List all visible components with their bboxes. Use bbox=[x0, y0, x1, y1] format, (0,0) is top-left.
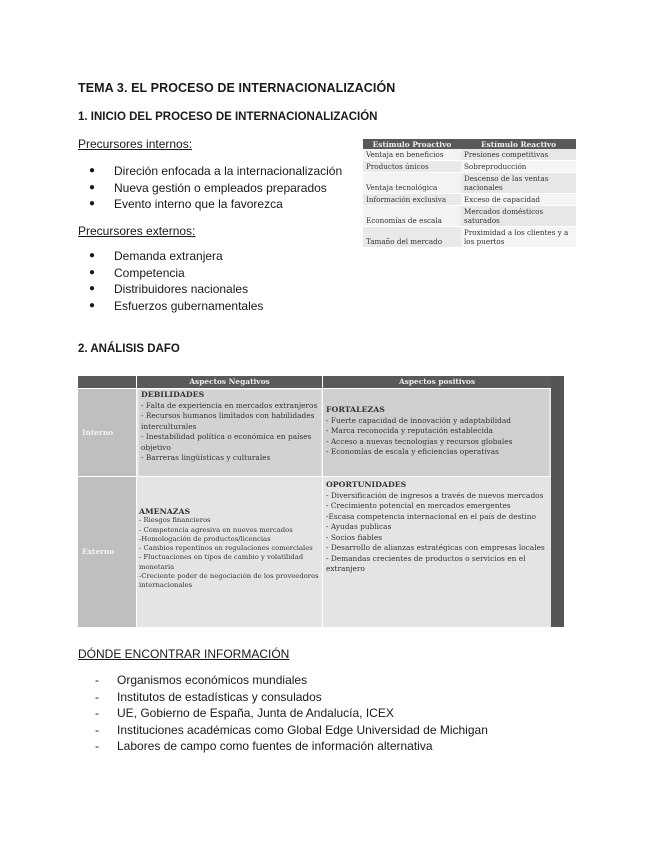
bullet-icon: ● bbox=[89, 250, 96, 261]
dash-marker: - bbox=[95, 739, 99, 753]
list-item: - Labores de campo como fuentes de información alternativa bbox=[95, 739, 433, 753]
list-item: - Barreras lingüísticas y culturales bbox=[141, 453, 271, 462]
list-item: - Fluctuaciones en tipos de cambio y volatilidad monetaria bbox=[139, 553, 304, 571]
dafo-table bbox=[78, 376, 564, 627]
list-item: - Organismos económicos mundiales bbox=[95, 673, 308, 687]
list-item: - Diversificación de ingresos a través de nuevos mercados bbox=[326, 490, 544, 500]
table-row bbox=[363, 161, 576, 173]
list-item: - Recursos humanos limitados con habilidades interculturales bbox=[141, 411, 315, 431]
table-cell: Tamaño del mercado bbox=[363, 227, 461, 248]
list-item: - Crecimiento potencial en mercados emergentes bbox=[326, 501, 511, 510]
dash-marker: - bbox=[95, 689, 99, 704]
table-row bbox=[363, 194, 576, 206]
table-row bbox=[363, 227, 576, 248]
debilidades-title: DEBILIDADES bbox=[141, 390, 205, 399]
bullet-icon: ● bbox=[89, 266, 96, 278]
table-cell: Información exclusiva bbox=[363, 194, 461, 206]
row-label-internal: Interno bbox=[78, 389, 136, 476]
list-item: - Inestabilidad política o económica en países objetivo bbox=[141, 432, 312, 452]
bullet-icon: ● bbox=[89, 165, 96, 176]
fortalezas-title: FORTALEZAS bbox=[326, 405, 385, 414]
table-cell: Ventaja en beneficios bbox=[363, 149, 461, 161]
list-item: - Cambios repentinos en regulaciones comerciales bbox=[139, 544, 313, 553]
external-precursors-heading: Precursores externos: bbox=[78, 224, 196, 238]
col-header-negative: Aspectos Negativos bbox=[137, 376, 322, 388]
list-item: - Demandas crecientes de productos o servicios en el extranjero bbox=[326, 553, 526, 573]
internal-precursors-heading: Precursores internos: bbox=[78, 137, 193, 151]
internal-precursors-list bbox=[78, 163, 342, 213]
table-cell: Proximidad a los clientes y a los puertos bbox=[461, 227, 576, 248]
external-precursors-list bbox=[78, 248, 263, 314]
dash-marker: - bbox=[95, 706, 99, 720]
list-item: - Instituciones académicas como Global Edge Universidad de Michigan bbox=[95, 722, 488, 737]
info-list bbox=[78, 672, 488, 755]
section1-heading: 1. INICIO DEL PROCESO DE INTERNACIONALIZACIÓN bbox=[78, 111, 378, 123]
list-item: ● Evento interno que la favorezca bbox=[89, 197, 283, 211]
list-item: - Ayudas publicas bbox=[326, 522, 392, 531]
list-item: ● Competencia bbox=[89, 265, 185, 280]
list-item: - Falta de experiencia en mercados extranjeros bbox=[141, 400, 318, 410]
table-cell: Ventaja tecnológica bbox=[363, 173, 461, 194]
amenazas-cell bbox=[139, 507, 321, 591]
bullet-icon: ● bbox=[89, 283, 96, 294]
list-item: - Riesgos financieros bbox=[139, 516, 211, 525]
list-item: ● Esfuerzos gubernamentales bbox=[89, 298, 264, 313]
table-cell: Exceso de capacidad bbox=[461, 194, 576, 206]
list-item: ● Demanda extranjera bbox=[89, 249, 223, 263]
col-header-positive: Aspectos positivos bbox=[323, 376, 551, 388]
list-item: - Marca reconocida y reputación establecida bbox=[326, 426, 493, 435]
fortalezas-cell bbox=[323, 389, 549, 477]
list-item: -Creciente poder de negociación de los proveedores internacionales bbox=[139, 572, 319, 590]
table-cell: Descenso de las ventas nacionales bbox=[461, 173, 576, 194]
list-item: - Institutos de estadísticas y consulados bbox=[95, 689, 322, 704]
list-item: - Desarrollo de alianzas estratégicas con empresas locales bbox=[326, 543, 545, 552]
table-header: Estímulo Reactivo bbox=[461, 139, 576, 149]
list-item: - Acceso a nuevas tecnologías y recursos globales bbox=[326, 436, 513, 446]
bullet-icon: ● bbox=[89, 181, 96, 193]
stimulus-table bbox=[363, 139, 576, 248]
list-item: -Homologación de productos/licencias bbox=[139, 534, 271, 543]
list-item: ● Nueva gestión o empleados preparados bbox=[89, 180, 327, 195]
table-cell: Mercados domésticos saturados bbox=[461, 206, 576, 227]
amenazas-title: AMENAZAS bbox=[139, 507, 191, 516]
list-item: -Escasa competencia internacional en el país de destino bbox=[326, 511, 536, 521]
list-item: ● Direción enfocada a la internacionalización bbox=[89, 164, 343, 178]
table-cell: Economías de escala bbox=[363, 206, 461, 227]
list-item: - Economías de escala y eficiencias operativas bbox=[326, 447, 499, 456]
info-heading: DÓNDE ENCONTRAR INFORMACIÓN bbox=[78, 647, 290, 661]
page-title: TEMA 3. EL PROCESO DE INTERNACIONALIZACIÓN bbox=[78, 81, 396, 95]
list-item: - Competencia agresiva en nuevos mercados bbox=[139, 525, 293, 534]
oportunidades-title: OPORTUNIDADES bbox=[326, 480, 407, 489]
list-item: - Socios fiables bbox=[326, 532, 383, 542]
dash-marker: - bbox=[95, 722, 99, 737]
table-row bbox=[363, 206, 576, 227]
table-border bbox=[551, 376, 564, 627]
dash-marker: - bbox=[95, 673, 99, 687]
list-item: - Fuerte capacidad de innovación y adaptabilidad bbox=[326, 415, 512, 425]
section2-heading: 2. ANÁLISIS DAFO bbox=[78, 343, 180, 355]
bullet-icon: ● bbox=[89, 198, 96, 209]
table-cell: Sobreproducción bbox=[461, 161, 576, 173]
list-item: - UE, Gobierno de España, Junta de Andalucía, ICEX bbox=[95, 706, 394, 720]
table-cell: Presiones competitivas bbox=[461, 149, 576, 161]
oportunidades-cell bbox=[326, 480, 548, 575]
row-label-external: Externo bbox=[78, 477, 136, 627]
bullet-icon: ● bbox=[89, 299, 96, 311]
table-header: Estímulo Proactivo bbox=[363, 139, 461, 149]
list-item: ● Distribuidores nacionales bbox=[89, 282, 249, 296]
table-row bbox=[363, 149, 576, 161]
debilidades-cell bbox=[139, 390, 321, 477]
table-cell: Productos únicos bbox=[363, 161, 461, 173]
table-row bbox=[363, 173, 576, 194]
